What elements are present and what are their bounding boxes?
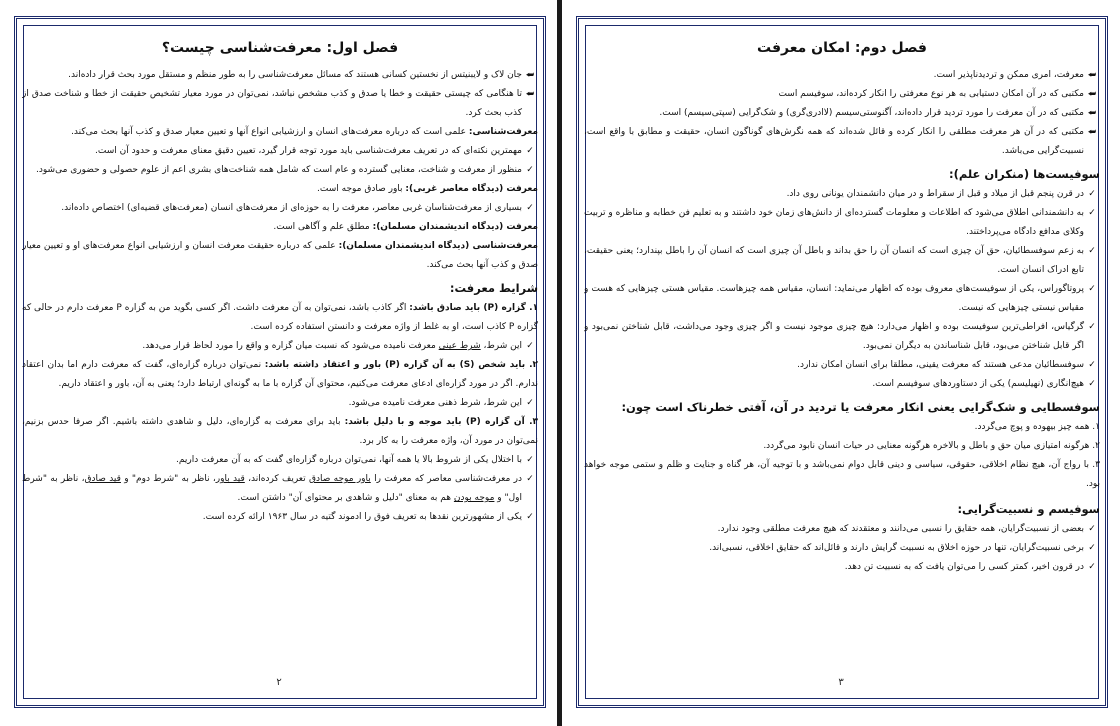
condition-paragraph: ۳. آن گزاره (P) باید موجه و با دلیل باشد: باید برای معرفت به گزاره‌ای، دلیل و شاهدی داشته باشیم. اگر صرفا حدس بزنیم، نمی‌توان در مورد آن، واژه معرفت را به کار برد. xyxy=(22,417,538,446)
condition-paragraph: ۱. گزاره (P) باید صادق باشد: اگر کاذب باشد، نمی‌توان به آن معرفت داشت. اگر کسی بگوید من به گزاره P معرفت دارم در حالی که گزاره P کاذب است، او به غلط از واژه معرفت و دانستن استفاده کرده است. xyxy=(22,303,538,332)
check-bullet-icon: ✓ xyxy=(526,203,534,213)
section-heading: شرایط معرفت: xyxy=(449,281,538,295)
arrow-bullet-icon: ⮨ xyxy=(525,70,535,80)
page-content xyxy=(22,32,538,690)
list-item: ✓ این شرط، شرط عینی معرفت نامیده می‌شود که نسبت میان گزاره و واقع را مورد لحاظ قرار می‌دهد. xyxy=(22,337,538,356)
list-item: ✓ گرگیاس، افراطی‌ترین سوفیست بوده و اظهار می‌دارد: هیچ چیزی موجود نیست و اگر چیزی وجود می‌داشت، قابل شناختن نمی‌بود و اگر قابل شناختن می‌بود، قابل شناساندن به دیگران نمی‌بود. xyxy=(584,318,1100,356)
list-item: ✓ به زعم سوفسطائیان، حق آن چیزی است که انسان آن را حق بداند و باطل آن چیزی است که انسان آن را باطل بپندارد؛ یعنی حقیقت، تابع ادراک انسان است. xyxy=(584,242,1100,280)
condition-list xyxy=(22,394,538,413)
arrow-bullet-icon: ⮨ xyxy=(1087,70,1097,80)
intro-list xyxy=(584,66,1100,161)
chapter-title: فصل اول: معرفت‌شناسی چیست؟ xyxy=(161,40,399,56)
arrow-bullet-icon: ⮨ xyxy=(525,89,535,99)
chapter-title: فصل دوم: امکان معرفت xyxy=(757,40,927,56)
sophists-list xyxy=(584,185,1100,394)
definition-paragraph: معرفت‌شناسی (دیدگاه اندیشمندان مسلمان): علمی که درباره حقیقت معرفت انسان و ارزشیابی انواع معرفت‌های او و تعیین معیار صدق و کذب آنها بحث می‌کند. xyxy=(22,241,538,270)
list-item: ✓ یکی از مشهورترین نقدها به تعریف فوق را ادموند گتیه در سال ۱۹۶۳ ارائه کرده است. xyxy=(22,508,538,527)
check-bullet-icon: ✓ xyxy=(526,146,534,156)
definition-paragraph: معرفت (دیدگاه معاصر غربی): باور صادق موجه است. xyxy=(317,184,538,194)
list-item: ⮨ معرفت، امری ممکن و تردیدناپذیر است. xyxy=(584,66,1100,85)
check-bullet-icon: ✓ xyxy=(1088,322,1096,332)
check-bullet-icon: ✓ xyxy=(526,474,534,484)
page-number: ۳ xyxy=(838,677,844,688)
section-heading: سوفیست‌ها (منکران علم): xyxy=(948,167,1100,181)
condition-list xyxy=(22,451,538,527)
list-item: ۳. با رواج آن، هیچ نظام اخلاقی، حقوقی، سیاسی و دینی قابل دوام نمی‌باشد و با توجیه آن، هر گناه و جنایت و ظلم و ستمی موجه خواهد بود. xyxy=(584,460,1100,489)
definition-paragraph: معرفت‌شناسی: علمی است که درباره معرفت‌های انسان و ارزشیابی انواع آنها و تعیین معیار صدق و کذب آنها بحث می‌کند. xyxy=(71,127,538,137)
list-item: ✓ در معرفت‌شناسی معاصر که معرفت را باور موجه صادق تعریف کرده‌اند، قید باور، ناظر به "شرط دوم" و قید صادق، ناظر به "شرط اول" و موجه بودن هم به معنای "دلیل و شاهدی بر محتوای آن" داشتن است. xyxy=(22,470,538,508)
condition-paragraph: ۲. باید شخص (S) به آن گزاره (P) باور و اعتقاد داشته باشد: نمی‌توان درباره گزاره‌ای، گفت که معرفت دارم اما بدان اعتقاد ندارم. اگر در مورد گزاره‌ای ادعای معرفت می‌کنیم، محتوای آن گزاره با ما به گونه‌ای ارتباط دارد؛ یعنی به آن، باور و اعتقاد داریم. xyxy=(22,360,538,389)
list-item: ✓ سوفسطائیان مدعی هستند که معرفت یقینی، مطلقا برای انسان امکان ندارد. xyxy=(584,356,1100,375)
section-heading: سوفیسم و نسبیت‌گرایی: xyxy=(957,502,1100,516)
check-bullet-icon: ✓ xyxy=(1088,189,1096,199)
check-bullet-icon: ✓ xyxy=(1088,379,1096,389)
check-bullet-icon: ✓ xyxy=(1088,524,1096,534)
arrow-bullet-icon: ⮨ xyxy=(1087,108,1097,118)
condition-list xyxy=(22,337,538,356)
intro-list xyxy=(22,66,538,123)
check-bullet-icon: ✓ xyxy=(526,165,534,175)
relativism-list xyxy=(584,520,1100,577)
definition-list xyxy=(22,199,538,218)
list-item: ⮨ جان لاک و لایبنیتس از نخستین کسانی هستند که مسائل معرفت‌شناسی را به طور منظم و مستقل مورد بحث قرار داده‌اند. xyxy=(22,66,538,85)
check-bullet-icon: ✓ xyxy=(1088,543,1096,553)
check-bullet-icon: ✓ xyxy=(526,341,534,351)
list-item: ✓ پروتاگوراس، یکی از سوفیست‌های معروف بوده که اظهار می‌نماید: انسان، مقیاس همه چیزهاست. مقیاس هستی چیزهایی که هست و مقیاس نیستی چیزهایی که نیست. xyxy=(584,280,1100,318)
page-left xyxy=(0,0,558,726)
list-item: ۲. هرگونه امتیازی میان حق و باطل و بالاخره هرگونه معنایی در حیات انسان نابود می‌گردد. xyxy=(763,441,1100,451)
page-number: ۲ xyxy=(276,677,282,688)
list-item: ✓ به دانشمندانی اطلاق می‌شود که اطلاعات و معلومات گسترده‌ای از دانش‌های زمان خود داشتند و به تعلیم فن خطابه و مناظره و تربیت وکلای مدافع دادگاه می‌پرداختند. xyxy=(584,204,1100,242)
list-item: ⮨ مکتبی که در آن امکان دستیابی به هر نوع معرفتی را انکار کرده‌اند، سوفیسم است xyxy=(584,85,1100,104)
list-item: ✓ بسیاری از معرفت‌شناسان غربی معاصر، معرفت را به حوزه‌ای از معرفت‌های انسان (معرفت‌های قضیه‌ای) اختصاص داده‌اند. xyxy=(22,199,538,218)
check-bullet-icon: ✓ xyxy=(526,512,534,522)
list-item: ⮨ مکتبی که در آن معرفت را مورد تردید قرار داده‌اند، آگنوستی‌سیسم (لاادری‌گری) و شک‌گرایی (سپتی‌سیسم) است. xyxy=(584,104,1100,123)
check-bullet-icon: ✓ xyxy=(1088,562,1096,572)
check-bullet-icon: ✓ xyxy=(1088,208,1096,218)
numbered-list xyxy=(584,418,1100,494)
check-bullet-icon: ✓ xyxy=(1088,246,1096,256)
list-item: ⮨ مکتبی که در آن هر معرفت مطلقی را انکار کرده و قائل شده‌اند که همه نگرش‌های گوناگون انسان، حقیقت و مطابق با واقع است، نسبیت‌گرایی می‌باشد. xyxy=(584,123,1100,161)
check-bullet-icon: ✓ xyxy=(1088,360,1096,370)
list-item: ✓ این شرط، شرط ذهنی معرفت نامیده می‌شود. xyxy=(22,394,538,413)
check-bullet-icon: ✓ xyxy=(1088,284,1096,294)
list-item: ✓ منظور از معرفت و شناخت، معنایی گسترده و عام است که شامل همه شناخت‌های بشری اعم از علوم حصولی و حضوری می‌شود. xyxy=(22,161,538,180)
list-item: ✓ با اختلال یکی از شروط بالا یا همه آنها، نمی‌توان درباره گزاره‌ای گفت که به آن معرفت داریم. xyxy=(22,451,538,470)
list-item: ۱. همه چیز بیهوده و پوچ می‌گردد. xyxy=(974,422,1100,432)
list-item: ✓ در قرون اخیر، کمتر کسی را می‌توان یافت که به نسبیت تن دهد. xyxy=(584,558,1100,577)
check-bullet-icon: ✓ xyxy=(526,398,534,408)
section-heading: سوفسطایی و شک‌گرایی یعنی انکار معرفت یا تردید در آن، آفتی خطرناک است چون: xyxy=(621,400,1100,414)
list-item: ✓ مهمترین نکته‌ای که در تعریف معرفت‌شناسی باید مورد توجه قرار گیرد، تعیین دقیق معنای معرفت و حدود آن است. xyxy=(22,142,538,161)
list-item: ✓ هیچ‌انگاری (نهیلیسم) یکی از دستاوردهای سوفیسم است. xyxy=(584,375,1100,394)
definition-list xyxy=(22,142,538,180)
check-bullet-icon: ✓ xyxy=(526,455,534,465)
page-content xyxy=(584,32,1100,690)
list-item: ✓ برخی نسبیت‌گرایان، تنها در حوزه اخلاق به نسبیت گرایش دارند و قائل‌اند که حقایق اخلاقی، نسبی‌اند. xyxy=(584,539,1100,558)
list-item: ✓ بعضی از نسبیت‌گرایان، همه حقایق را نسبی می‌دانند و معتقدند که هیچ معرفت مطلقی وجود ندارد. xyxy=(584,520,1100,539)
arrow-bullet-icon: ⮨ xyxy=(1087,89,1097,99)
list-item: ✓ در قرن پنجم قبل از میلاد و قبل از سقراط و در میان دانشمندان یونانی روی داد. xyxy=(584,185,1100,204)
page-right xyxy=(562,0,1120,726)
definition-paragraph: معرفت (دیدگاه اندیشمندان مسلمان): مطلق علم و آگاهی است. xyxy=(273,222,538,232)
list-item: ⮨ تا هنگامی که چیستی حقیقت و خطا یا صدق و کذب مشخص نباشد، نمی‌توان در مورد معیار تشخیص حقیقت از خطا و شناخت صدق از کذب بحث کرد. xyxy=(22,85,538,123)
arrow-bullet-icon: ⮨ xyxy=(1087,127,1097,137)
